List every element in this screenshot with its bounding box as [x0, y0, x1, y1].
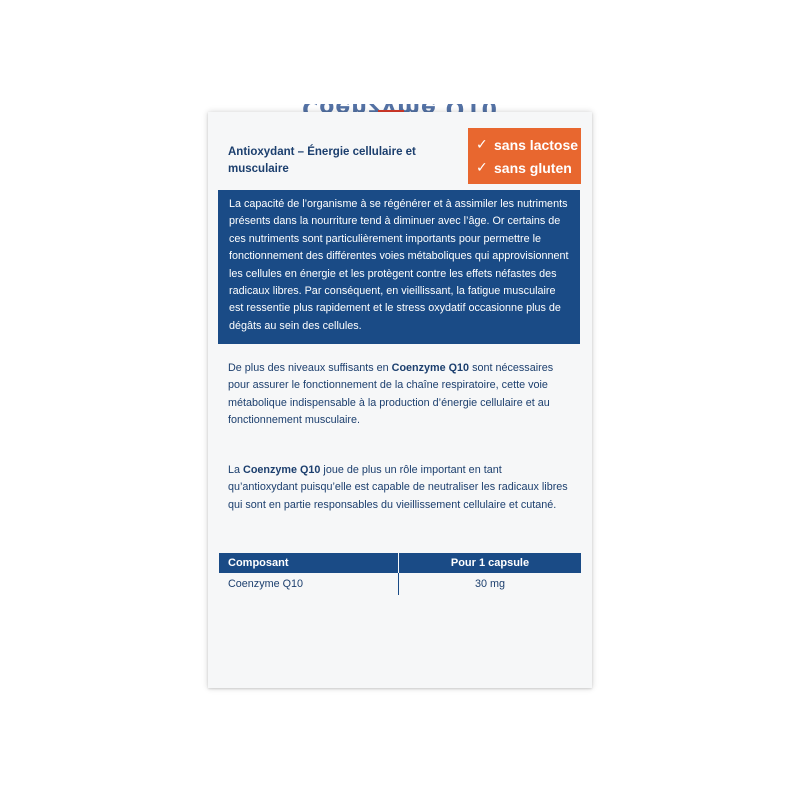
paragraph-text: sont nécessaires pour assurer le fonctionnement de la chaîne respiratoire, cette voie métabolique indispensable à la production d’énergie cellulaire et au fonctionnement musculaire.	[228, 362, 554, 427]
paragraph-text: De plus des niveaux suffisants en	[228, 362, 392, 374]
check-icon: ✓	[476, 159, 488, 175]
badge-line-lactose	[468, 133, 581, 156]
check-icon: ✓	[476, 136, 488, 152]
paragraph-text: joue de plus un rôle important en tant qu’antioxydant puisqu’elle est capable de neutraliser les radicaux libres qui sont en partie responsables du vieillissement cellulaire et cutané.	[228, 464, 568, 511]
badge-text-lactose: sans lactose	[494, 136, 579, 153]
paragraph-bold: Coenzyme Q10	[391, 362, 470, 374]
table-header	[219, 553, 581, 573]
free-from-badge	[468, 128, 581, 184]
composition-table	[219, 553, 581, 595]
product-subtitle: Antioxydant – Énergie cellulaire et musculaire	[228, 146, 416, 175]
header-cell-dose: Pour 1 capsule	[450, 557, 530, 569]
header-cell-component: Composant	[219, 553, 399, 573]
badge-line-gluten	[468, 156, 581, 179]
product-box-back	[208, 112, 592, 688]
table-row	[219, 573, 581, 595]
cell-component: Coenzyme Q10	[219, 573, 399, 595]
intro-panel	[218, 190, 580, 344]
badge-text-gluten: sans gluten	[494, 159, 572, 176]
paragraph-text: La	[228, 464, 244, 476]
paragraph-antioxidant	[228, 462, 573, 514]
paragraph-respiratory	[228, 360, 573, 430]
paragraph-bold: Coenzyme Q10	[243, 464, 321, 476]
intro-text: La capacité de l’organisme à se régénérer et à assimiler les nutriments présents dans la nourriture tend à diminuer avec l’âge. Or certains de ces nutriments sont particulièrement importants pour permettre le fonctionnement des différentes voies métaboliques qui approvisionnent les cellules en énergie et les protègent contre les effets néfastes des radicaux libres. Par conséquent, en vieillissant, la fatigue musculaire est ressentie plus rapidement et le stress oxydatif occasionne plus de dégâts au sein des cellules.	[229, 198, 569, 332]
cell-dose: 30 mg	[474, 578, 505, 590]
